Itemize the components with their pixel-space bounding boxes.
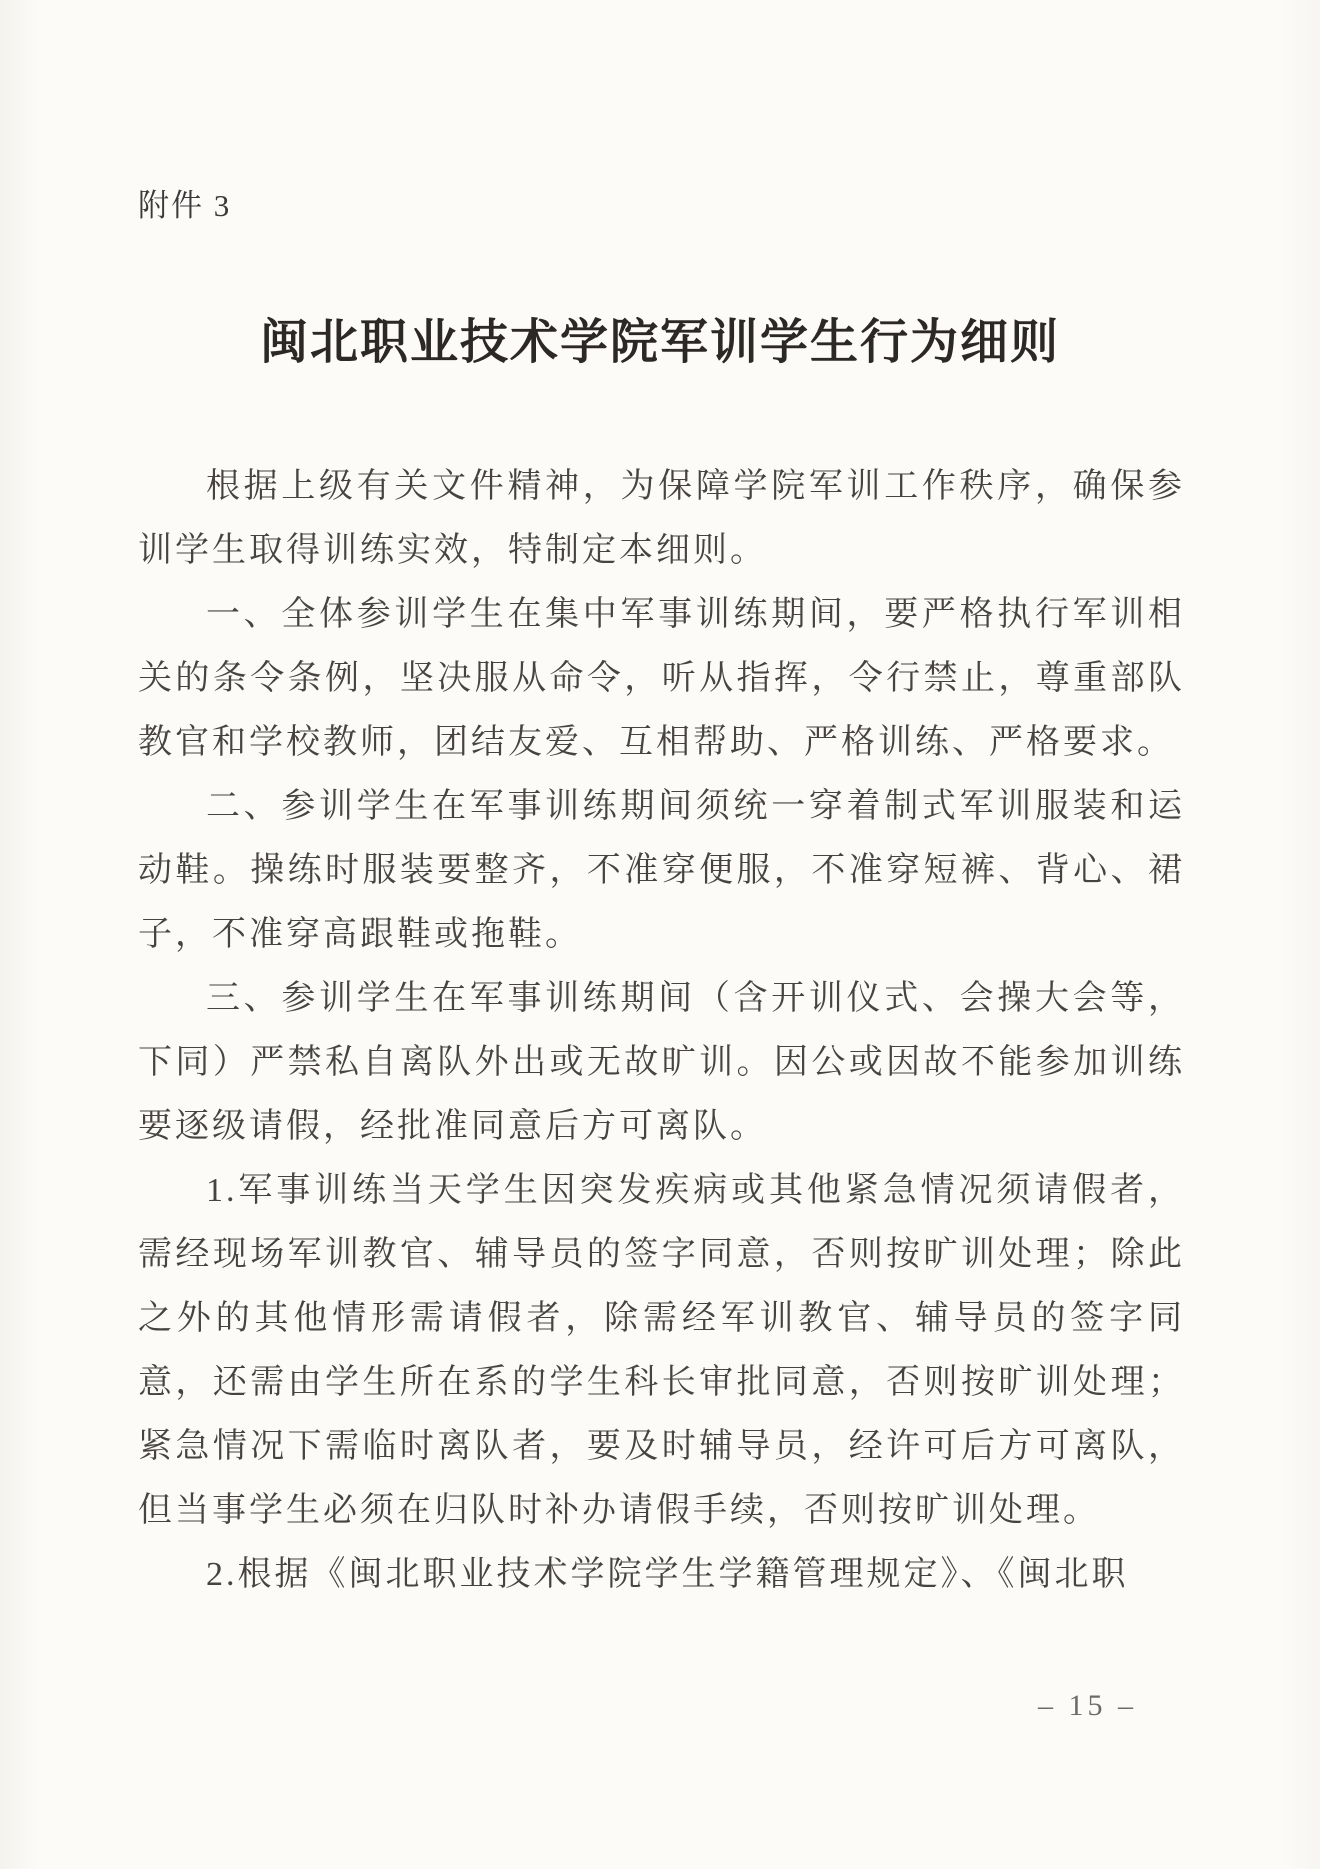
body-paragraph-rule-2: 二、参训学生在军事训练期间须统一穿着制式军训服装和运动鞋。操练时服装要整齐，不准穿便服，不准穿短裤、背心、裙子，不准穿高跟鞋或拖鞋。: [138, 788, 1185, 953]
body-paragraph-rule-3: 三、参训学生在军事训练期间（含开训仪式、会操大会等，下同）严禁私自离队外出或无故旷训。因公或因故不能参加训练要逐级请假，经批准同意后方可离队。: [138, 980, 1185, 1145]
body-paragraph-intro: 根据上级有关文件精神，为保障学院军训工作秩序，确保参训学生取得训练实效，特制定本细则。: [138, 468, 1185, 569]
document-body: [138, 455, 1185, 1607]
body-paragraph-rule-3-item-1: 1.军事训练当天学生因突发疾病或其他紧急情况须请假者，需经现场军训教官、辅导员的签字同意，否则按旷训处理；除此之外的其他情形需请假者，除需经军训教官、辅导员的签字同意，还需由学生所在系的学生科长审批同意，否则按旷训处理；紧急情况下需临时离队者，要及时辅导员，经许可后方可离队，但当事学生必须在归队时补办请假手续，否则按旷训处理。: [138, 1172, 1185, 1529]
body-paragraph-rule-1: 一、全体参训学生在集中军事训练期间，要严格执行军训相关的条令条例，坚决服从命令，听从指挥，令行禁止，尊重部队教官和学校教师，团结友爱、互相帮助、严格训练、严格要求。: [138, 596, 1185, 761]
page-number: – 15 –: [1038, 1689, 1137, 1722]
document-title: 闽北职业技术学院军训学生行为细则: [259, 316, 1060, 370]
attachment-label: 附件 3: [138, 188, 232, 223]
body-paragraph-rule-3-item-2: 2.根据《闽北职业技术学院学生学籍管理规定》、《闽北职: [206, 1556, 1129, 1593]
